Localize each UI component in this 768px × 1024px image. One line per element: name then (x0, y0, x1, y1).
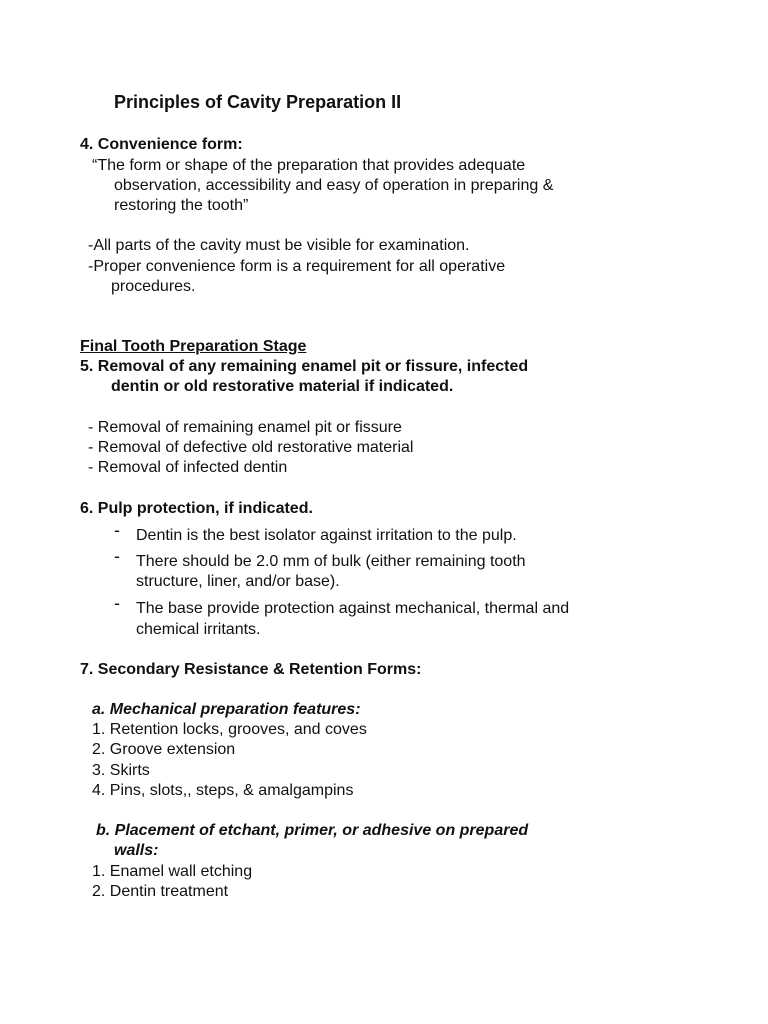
section-6-bullet: The base provide protection against mechanical, thermal and (136, 600, 570, 617)
section-7b-item: 2. Dentin treatment (92, 883, 229, 900)
section-4-point: -All parts of the cavity must be visible for examination. (88, 237, 470, 254)
section-5-heading: 5. Removal of any remaining enamel pit or fissure, infected (80, 358, 529, 375)
section-4-point: procedures. (111, 278, 196, 295)
bullet-dash: - (114, 593, 120, 613)
section-5-item: - Removal of infected dentin (88, 459, 288, 476)
section-7b-heading: b. Placement of etchant, primer, or adhesive on prepared (96, 822, 529, 839)
section-7b-heading: walls: (114, 842, 159, 859)
page-title: Principles of Cavity Preparation II (114, 92, 402, 112)
section-5-item: - Removal of remaining enamel pit or fissure (88, 419, 402, 436)
section-5-item: - Removal of defective old restorative material (88, 439, 414, 456)
section-4-point: -Proper convenience form is a requirement for all operative (88, 258, 506, 275)
section-4-quote-line: restoring the tooth” (114, 197, 249, 214)
bullet-dash: - (114, 520, 120, 540)
section-6-bullet: chemical irritants. (136, 621, 261, 638)
section-4-heading: 4. Convenience form: (80, 136, 243, 153)
section-7a-item: 3. Skirts (92, 762, 150, 779)
section-6-bullet: There should be 2.0 mm of bulk (either remaining tooth (136, 553, 526, 570)
final-stage-heading: Final Tooth Preparation Stage (80, 338, 307, 355)
section-7b-item: 1. Enamel wall etching (92, 863, 253, 880)
section-7a-item: 2. Groove extension (92, 741, 236, 758)
section-6-bullet: Dentin is the best isolator against irritation to the pulp. (136, 527, 517, 544)
section-6-bullet: structure, liner, and/or base). (136, 573, 340, 590)
section-7a-item: 4. Pins, slots,, steps, & amalgampins (92, 782, 354, 799)
section-6-heading: 6. Pulp protection, if indicated. (80, 500, 313, 517)
section-7-heading: 7. Secondary Resistance & Retention Forms: (80, 661, 422, 678)
section-4-quote-line: “The form or shape of the preparation that provides adequate (92, 157, 526, 174)
section-5-heading: dentin or old restorative material if indicated. (111, 378, 454, 395)
bullet-dash: - (114, 546, 120, 566)
section-7a-heading: a. Mechanical preparation features: (92, 701, 361, 718)
section-4-quote-line: observation, accessibility and easy of operation in preparing & (114, 177, 554, 194)
section-7a-item: 1. Retention locks, grooves, and coves (92, 721, 367, 738)
